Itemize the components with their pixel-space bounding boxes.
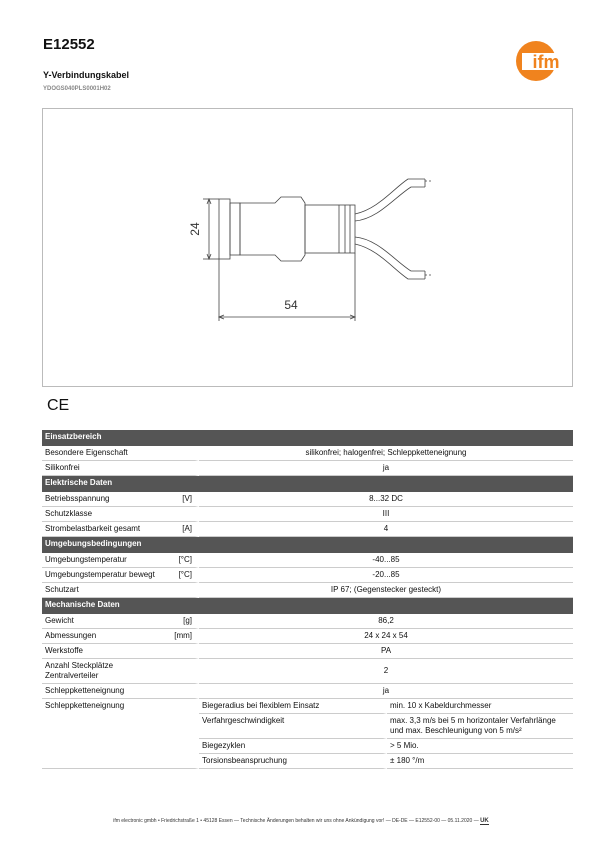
uk-mark: UK <box>480 818 489 824</box>
sub-label: Biegezyklen <box>199 739 387 754</box>
row-value: ja <box>199 461 573 476</box>
row-unit <box>164 583 199 598</box>
drag-chain-row <box>42 699 573 714</box>
sub-value: > 5 Mio. <box>387 739 573 754</box>
dimension-length: 54 <box>284 298 298 312</box>
section-header <box>42 430 573 446</box>
row-unit <box>164 644 199 659</box>
dimension-height: 24 <box>188 222 202 236</box>
row-label: Schleppketteneignung <box>42 684 164 699</box>
row-value: PA <box>199 644 573 659</box>
row-value: 2 <box>199 659 573 684</box>
row-label: Schutzklasse <box>42 507 164 522</box>
row-label: Anzahl Steckplätze Zentralverteiler <box>42 659 164 684</box>
section-title: Einsatzbereich <box>42 430 573 446</box>
row-value: III <box>199 507 573 522</box>
spec-table <box>42 430 573 769</box>
row-unit <box>164 684 199 699</box>
row-unit <box>164 446 199 461</box>
row-unit: [mm] <box>164 629 199 644</box>
table-row <box>42 583 573 598</box>
svg-text:CE: CE <box>47 397 69 412</box>
section-header <box>42 598 573 614</box>
connector-body <box>240 197 305 261</box>
row-value: 86,2 <box>199 614 573 629</box>
row-label: Strombelastbarkeit gesamt <box>42 522 164 537</box>
row-unit: [°C] <box>164 568 199 583</box>
sub-label: Torsionsbeanspruchung <box>199 754 387 769</box>
row-label: Umgebungstemperatur <box>42 553 164 568</box>
table-row <box>42 492 573 507</box>
product-code: E12552 <box>43 36 95 53</box>
row-value: 4 <box>199 522 573 537</box>
row-label: Besondere Eigenschaft <box>42 446 164 461</box>
technical-drawing <box>42 108 573 387</box>
row-label: Gewicht <box>42 614 164 629</box>
row-label: Abmessungen <box>42 629 164 644</box>
row-value: IP 67; (Gegenstecker gesteckt) <box>199 583 573 598</box>
cable-drawing <box>43 109 574 388</box>
connector-cap <box>219 199 230 259</box>
table-row <box>42 614 573 629</box>
row-value: 24 x 24 x 54 <box>199 629 573 644</box>
row-label: Schleppketteneignung <box>42 699 164 769</box>
product-name: Y-Verbindungskabel <box>43 70 130 80</box>
sub-label: Biegeradius bei flexiblem Einsatz <box>199 699 387 714</box>
section-title: Umgebungsbedingungen <box>42 537 573 553</box>
table-row <box>42 461 573 476</box>
row-label: Umgebungstemperatur bewegt <box>42 568 164 583</box>
row-label: Silikonfrei <box>42 461 164 476</box>
row-label: Werkstoffe <box>42 644 164 659</box>
row-value: 8...32 DC <box>199 492 573 507</box>
sub-value: ± 180 °/m <box>387 754 573 769</box>
footer <box>0 818 602 824</box>
table-row <box>42 644 573 659</box>
sub-value: max. 3,3 m/s bei 5 m horizontaler Verfahrlänge und max. Beschleunigung von 5 m/s² <box>387 714 573 739</box>
section-header <box>42 476 573 492</box>
row-value: -20...85 <box>199 568 573 583</box>
row-unit <box>164 507 199 522</box>
row-unit <box>164 659 199 684</box>
row-unit: [°C] <box>164 553 199 568</box>
row-value: -40...85 <box>199 553 573 568</box>
row-label: Schutzart <box>42 583 164 598</box>
row-value: ja <box>199 684 573 699</box>
logo-text: ifm <box>532 52 560 72</box>
section-header <box>42 537 573 553</box>
row-unit: [g] <box>164 614 199 629</box>
table-row <box>42 568 573 583</box>
ifm-logo <box>515 40 573 82</box>
row-unit: [V] <box>164 492 199 507</box>
table-row <box>42 629 573 644</box>
cable-sleeve <box>305 205 355 253</box>
row-unit <box>164 461 199 476</box>
sub-value: min. 10 x Kabeldurchmesser <box>387 699 573 714</box>
table-row <box>42 684 573 699</box>
sub-label: Verfahrgeschwindigkeit <box>199 714 387 739</box>
table-row <box>42 553 573 568</box>
table-row <box>42 446 573 461</box>
table-row <box>42 507 573 522</box>
footer-text: ifm electronic gmbh • Friedrichstraße 1 • 45128 Essen — Technische Änderungen behalten wir uns ohne Ankündigung vor! — DE-DE — E12552-00 — 05.11.2020 — <box>113 818 479 824</box>
article-code: YDOGS040PLS0001H02 <box>43 86 111 92</box>
table-row <box>42 522 573 537</box>
row-unit: [A] <box>164 522 199 537</box>
ce-mark-icon <box>47 396 69 412</box>
section-title: Mechanische Daten <box>42 598 573 614</box>
row-label: Betriebsspannung <box>42 492 164 507</box>
row-unit <box>164 699 199 769</box>
section-title: Elektrische Daten <box>42 476 573 492</box>
row-value: silikonfrei; halogenfrei; Schleppketteneignung <box>199 446 573 461</box>
table-row <box>42 659 573 684</box>
